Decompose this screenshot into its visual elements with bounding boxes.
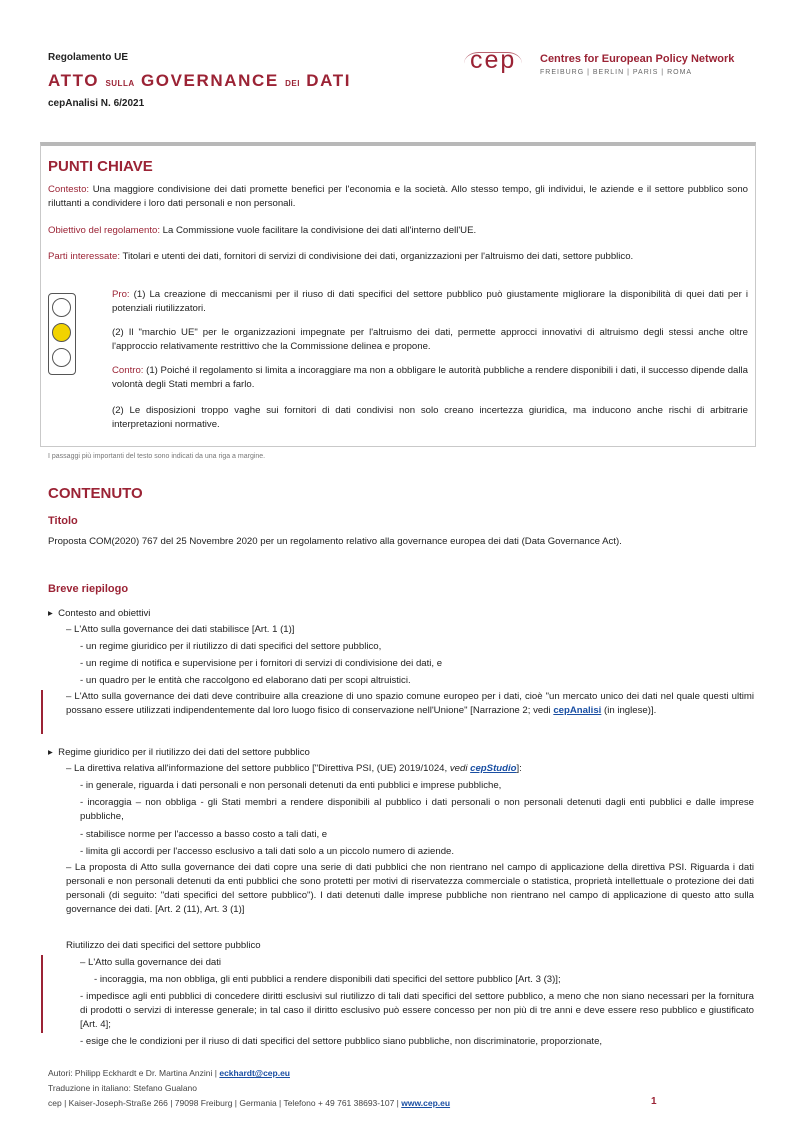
margin-bar bbox=[41, 955, 43, 1033]
traffic-light-green-off-icon bbox=[52, 348, 71, 367]
pro-label: Pro: bbox=[112, 289, 130, 300]
b1-paragraph-text-a: – L'Atto sulla governance dei dati deve contribuire alla creazione di uno spazio comune europeo per i dati, cioè "un mercato unico dei dati nel quale questi ultimi possano essere utilizzati indipendentemente dal loro luogo fisico di conservazione nell'Unione" [Narrazione 2; vedi bbox=[66, 691, 754, 716]
bullet-legal-regime-label: Regime giuridico per il riutilizzo dei dati del settore pubblico bbox=[58, 747, 310, 758]
b2-subheading: Riutilizzo dei dati specifici del settore pubblico bbox=[66, 940, 261, 951]
b2-line-1-text-b: ]: bbox=[516, 763, 522, 774]
author-email-link[interactable]: eckhardt@cep.eu bbox=[219, 1068, 290, 1078]
stakeholders-text: Titolari e utenti dei dati, fornitori di servizi di condivisione dei dati, organizzazioni per l'altruismo dei dati, settore pubblico. bbox=[120, 251, 634, 262]
b1-paragraph-text-b: (in inglese)]. bbox=[601, 705, 657, 716]
contra-1-text: (1) Poiché il regolamento si limita a incoraggiare ma non a obbligare le autorità pubbliche a rendere disponibili i dati, il successo dipende dalla volontà degli Stati membri a farlo. bbox=[112, 365, 748, 390]
cepanalisi-link[interactable]: cepAnalisi bbox=[553, 705, 602, 716]
proposal-text: Proposta COM(2020) 767 del 25 Novembre 2020 per un regolamento relativo alla governance europea dei dati (Data Governance Act). bbox=[48, 536, 622, 547]
key-points-title: PUNTI CHIAVE bbox=[48, 158, 153, 175]
logo-cities: FREIBURG | BERLIN | PARIS | ROMA bbox=[540, 69, 693, 76]
b2-sub-line-4: - esige che le condizioni per il riuso di dati specifici del settore pubblico siano pubbliche, non discriminatorie, proporzionate, bbox=[80, 1036, 603, 1047]
contra-1-paragraph bbox=[112, 364, 748, 392]
website-link[interactable]: www.cep.eu bbox=[401, 1098, 451, 1108]
b1-line-3: - un regime di notifica e supervisione per i fornitori di servizi di condivisione dei dati, e bbox=[80, 658, 443, 669]
traffic-light-red-off-icon bbox=[52, 298, 71, 317]
regulation-label: Regolamento UE bbox=[48, 52, 129, 63]
goal-text: La Commissione vuole facilitare la condivisione dei dati all'interno dell'UE. bbox=[160, 225, 477, 236]
page-number: 1 bbox=[651, 1096, 657, 1107]
context-text: Una maggiore condivisione dei dati promette benefici per l'economia e la società. Allo stesso tempo, gli individui, le aziende e il settore pubblico sono riluttanti a condividere i loro dati personali e non personali. bbox=[48, 184, 748, 209]
title-word: GOVERNANCE bbox=[140, 71, 279, 90]
b1-line-1: – L'Atto sulla governance dei dati stabilisce [Art. 1 (1)] bbox=[66, 624, 295, 635]
pro-1-paragraph bbox=[112, 288, 748, 316]
bullet-legal-regime: ▸ Regime giuridico per il riutilizzo dei dati del settore pubblico bbox=[48, 747, 310, 758]
b1-line-4: - un quadro per le entità che raccolgono ed elaborano dati per scopi altruistici. bbox=[80, 675, 411, 686]
contra-label: Contro: bbox=[112, 365, 144, 376]
authors-text: Autori: Philipp Eckhardt e Dr. Martina Anzini | bbox=[48, 1068, 220, 1078]
footer-authors bbox=[48, 1068, 290, 1078]
footer-translation: Traduzione in italiano: Stefano Gualano bbox=[48, 1083, 198, 1093]
title-word: DATI bbox=[306, 71, 352, 90]
b1-paragraph bbox=[66, 690, 754, 718]
stakeholders-paragraph bbox=[48, 250, 748, 264]
b2-paragraph-2: – La proposta di Atto sulla governance dei dati copre una serie di dati pubblici che non rientrano nel campo di applicazione della direttiva PSI. Riguarda i dati personali e non personali detenuti da enti pubblici che sono protetti per motivi di riservatezza commerciale o statistica, proprietà intellettuale o protezione dei dati personali (di seguito: "dati specifici del settore pubblico"). I dati detenuti dalle imprese pubbliche non rientrano nel campo di applicazione di questo atto sulla governance dei dati. [Art. 2 (11), Art. 3 (1)] bbox=[66, 862, 754, 915]
b2-line-2: - in generale, riguarda i dati personali e non personali detenuti da enti pubblici e imprese pubbliche, bbox=[80, 780, 502, 791]
b2-line-5: - limita gli accordi per l'accesso esclusivo a tali dati solo a un piccolo numero di aziende. bbox=[80, 846, 455, 857]
context-paragraph bbox=[48, 183, 748, 211]
document-title bbox=[48, 71, 351, 91]
traffic-light-icon bbox=[48, 293, 76, 375]
title-word-small: DEI bbox=[285, 79, 300, 88]
address-text: cep | Kaiser-Joseph-Straße 266 | 79098 Freiburg | Germania | Telefono + 49 761 38693-107 | bbox=[48, 1098, 402, 1108]
bullet-context: ▸ Contesto and obiettivi bbox=[48, 608, 151, 619]
b2-sub-line-1: – L'Atto sulla governance dei dati bbox=[80, 957, 222, 968]
title-word-small: SULLA bbox=[105, 79, 135, 88]
cepstudio-link[interactable]: cepStudio bbox=[470, 763, 517, 774]
b2-line-1-text-a: – La direttiva relativa all'informazione del settore pubblico ["Direttiva PSI, (UE) 2019/1024, bbox=[66, 763, 450, 774]
b2-line-3: - incoraggia – non obbliga - gli Stati membri a rendere disponibili al pubblico i dati personali o non personali detenuti dagli enti pubblici e dalle imprese pubbliche, bbox=[80, 797, 754, 822]
key-points-box bbox=[40, 142, 756, 447]
bullet-context-label: Contesto and obiettivi bbox=[58, 608, 151, 619]
traffic-light-yellow-on-icon bbox=[52, 323, 71, 342]
b2-line-1-vedi: vedi bbox=[449, 763, 468, 774]
b2-sub-line-2: - incoraggia, ma non obbliga, gli enti pubblici a rendere disponibili dati specifici del settore pubblico [Art. 3 (3)]; bbox=[94, 974, 561, 985]
b2-sub-line-3: - impedisce agli enti pubblici di concedere diritti esclusivi sul riutilizzo di tali dati specifici del settore pubblico, a meno che non siano necessari per la fornitura di prodotti o servizi di interesse generale; in tal caso il diritto esclusivo può essere concesso per non più di tre anni e deve essere reso pubblico e giustificato [Art. 4]; bbox=[80, 991, 754, 1030]
goal-paragraph bbox=[48, 224, 748, 238]
title-word: ATTO bbox=[48, 71, 100, 90]
context-label: Contesto: bbox=[48, 184, 90, 195]
logo-name: Centres for European Policy Network bbox=[540, 53, 735, 65]
document-header bbox=[48, 52, 351, 109]
contra-2-paragraph: (2) Le disposizioni troppo vaghe sui fornitori di dati condivisi non solo creano incertezza giuridica, ma inducono anche rischi di arbitrarie interpretazioni normative. bbox=[112, 405, 748, 430]
pro-2-paragraph: (2) Il "marchio UE" per le organizzazioni impegnate per l'altruismo dei dati, permette approcci innovativi di altruismo degli stessi anche oltre l'approccio relativamente restrittivo che la Commissione delinea e propone. bbox=[112, 327, 748, 352]
b1-line-2: - un regime giuridico per il riutilizzo di dati specifici del settore pubblico, bbox=[80, 641, 382, 652]
pro-1-text: (1) La creazione di meccanismi per il riuso di dati specifici del settore pubblico può giustamente migliorare la disponibilità di quei dati per i potenziali riutilizzatori. bbox=[112, 289, 748, 314]
goal-label: Obiettivo del regolamento: bbox=[48, 225, 160, 236]
content-title: CONTENUTO bbox=[48, 485, 143, 502]
cep-logo bbox=[470, 48, 760, 82]
logo-mark: cep bbox=[470, 46, 517, 74]
b2-line-1 bbox=[66, 762, 754, 776]
sub-title: Titolo bbox=[48, 515, 78, 527]
footer-address bbox=[48, 1098, 450, 1108]
margin-note: I passaggi più importanti del testo sono indicati da una riga a margine. bbox=[48, 453, 266, 460]
summary-title: Breve riepilogo bbox=[48, 583, 129, 595]
analysis-number: cepAnalisi N. 6/2021 bbox=[48, 98, 145, 109]
stakeholders-label: Parti interessate: bbox=[48, 251, 120, 262]
b2-line-4: - stabilisce norme per l'accesso a basso costo a tali dati, e bbox=[80, 829, 328, 840]
margin-bar bbox=[41, 690, 43, 734]
